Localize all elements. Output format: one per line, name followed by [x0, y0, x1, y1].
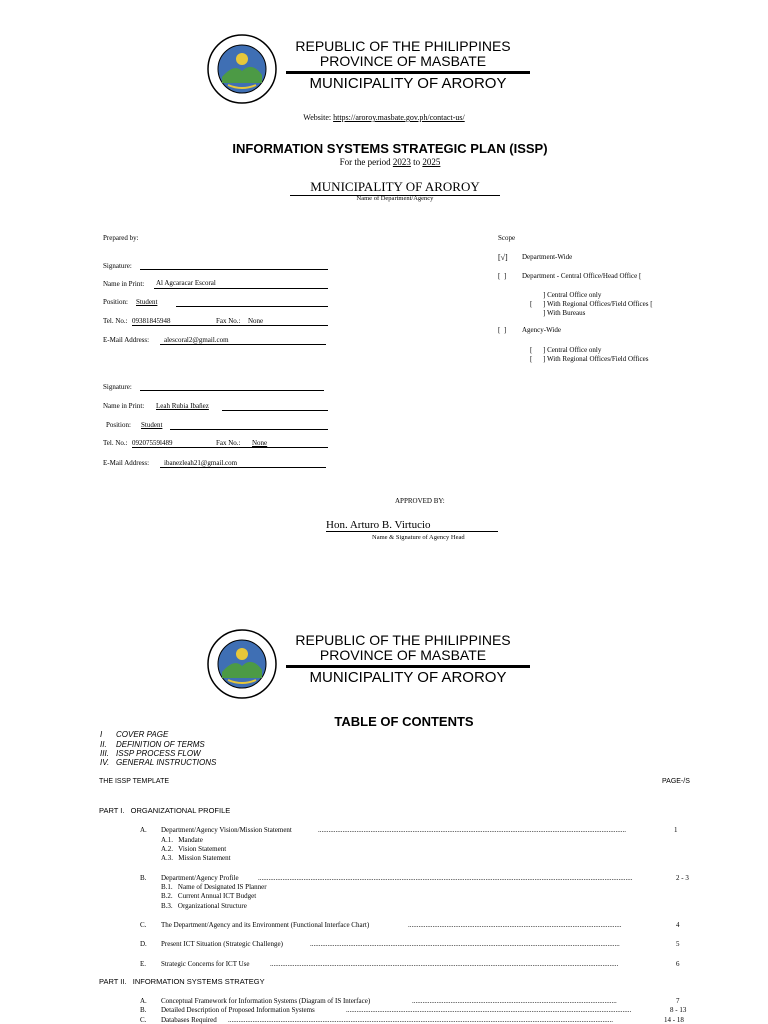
toc-entry-letter: E. — [140, 960, 147, 968]
email-value: ibanezleah21@gmail.com — [164, 459, 238, 467]
toc-entry-page: 1 — [674, 826, 678, 834]
prepared-by-label: Prepared by: — [103, 234, 139, 242]
toc-entry-text: Conceptual Framework for Information Systems (Diagram of IS Interface) — [161, 997, 371, 1005]
position-value: Student — [141, 421, 163, 429]
toc-sub-item: A.3. Mission Statement — [161, 854, 231, 862]
header-line-municipality: MUNICIPALITY OF AROROY — [309, 669, 507, 686]
toc-entry-letter: B. — [140, 1006, 147, 1014]
toc-entry-text: Department/Agency Profile — [161, 874, 239, 882]
toc-entry-letter: A. — [140, 997, 147, 1005]
toc-leader: ................................................................................................................................................................................. — [310, 940, 620, 948]
period-line — [0, 157, 768, 167]
agency-regional-label: ] With Regional Offices/Field Offices — [543, 355, 649, 363]
toc-prelim-num: IV. — [100, 758, 110, 767]
toc-sub-item: A.1. Mandate — [161, 836, 203, 844]
toc-prelim-num: III. — [100, 749, 109, 758]
municipal-seal-icon — [206, 628, 278, 700]
signature-line[interactable] — [140, 269, 328, 270]
email-label: E-Mail Address: — [103, 459, 150, 467]
with-regional-label: ] With Regional Offices/Field Offices [ — [543, 300, 653, 308]
position-label: Position: — [103, 298, 128, 306]
document-title: INFORMATION SYSTEMS STRATEGIC PLAN (ISSP) — [232, 141, 548, 156]
agency-regional-checkbox[interactable]: [ — [530, 355, 533, 363]
toc-sub-item: A.2. Vision Statement — [161, 845, 227, 853]
name-label: Name in Print: — [103, 402, 145, 410]
central-office-checkbox[interactable]: [ ] — [498, 272, 507, 280]
scope-label: Scope — [498, 234, 516, 242]
toc-entry-text: Present ICT Situation (Strategic Challenge) — [161, 940, 283, 948]
agency-head-name: Hon. Arturo B. Virtucio — [326, 519, 498, 532]
name-value: Al Agcaracar Escoral — [156, 279, 216, 287]
toc-entry-letter: B. — [140, 874, 147, 882]
header-line-province: PROVINCE OF MASBATE — [319, 53, 487, 69]
toc-entry-page: 4 — [676, 921, 680, 929]
email-value: alescoral2@gmail.com — [164, 336, 229, 344]
toc-entry-text: The Department/Agency and its Environment (Functional Interface Chart) — [161, 921, 370, 929]
agency-central-checkbox[interactable]: [ — [530, 346, 533, 354]
tel-fax-line — [132, 447, 328, 448]
website-link[interactable]: https://aroroy.masbate.gov.ph/contact-us/ — [333, 113, 465, 122]
position-line — [170, 429, 328, 430]
agency-central-label: ] Central Office only — [543, 346, 602, 354]
central-office-label: Department - Central Office/Head Office [ — [522, 272, 642, 280]
header-line-republic: REPUBLIC OF THE PHILIPPINES — [295, 38, 511, 54]
with-bureaus[interactable]: ] With Bureaus — [543, 309, 586, 317]
toc-page-label: PAGE-/S — [662, 778, 690, 785]
toc-sub-item: B.1. Name of Designated IS Planner — [161, 883, 267, 891]
agency-head-caption: Name & Signature of Agency Head — [372, 534, 465, 541]
toc-entry-letter: C. — [140, 1016, 147, 1024]
central-office-only[interactable]: ] Central Office only — [543, 291, 602, 299]
dept-wide-checkbox[interactable]: [√] — [498, 253, 508, 262]
toc-prelim-item[interactable]: GENERAL INSTRUCTIONS — [116, 758, 217, 767]
toc-part-2: PART II. INFORMATION SYSTEMS STRATEGY — [99, 977, 265, 986]
tel-label: Tel. No.: — [103, 439, 128, 447]
toc-entry-page: 14 - 18 — [664, 1016, 684, 1024]
name-value: Leah Rubia Ibañez — [156, 402, 209, 410]
toc-entry-letter: D. — [140, 940, 147, 948]
period-start: 2023 — [392, 157, 411, 167]
period-mid: to — [413, 157, 421, 167]
toc-title: TABLE OF CONTENTS — [334, 714, 474, 729]
dept-wide-label: Department-Wide — [522, 253, 573, 261]
email-line — [160, 467, 326, 468]
tel-label: Tel. No.: — [103, 317, 128, 325]
toc-leader: ....................................................................................................................................................................................................... — [270, 960, 619, 968]
toc-sub-item: B.2. Current Annual ICT Budget — [161, 892, 257, 900]
agency-caption: Name of Department/Agency — [356, 195, 434, 202]
name-line — [222, 410, 328, 411]
fax-value: None — [248, 317, 264, 325]
toc-prelim-item[interactable]: DEFINITION OF TERMS — [116, 740, 205, 749]
toc-leader: ................................................................................................................................................................................ — [318, 826, 626, 834]
fax-value: None — [252, 439, 268, 447]
toc-entry-page: 5 — [676, 940, 680, 948]
name-line — [154, 288, 328, 289]
toc-leader: ............................................................................................................................................................................................................................ — [228, 1016, 613, 1024]
signature-line[interactable] — [140, 390, 324, 391]
approved-by-label: APPROVED BY: — [395, 497, 445, 505]
header-line-municipality: MUNICIPALITY OF AROROY — [309, 75, 507, 92]
tel-value: 09207559l489 — [132, 439, 173, 447]
toc-prelim-num: I — [100, 730, 103, 739]
toc-leader: .......................................................................................................................... — [408, 921, 622, 929]
toc-entry-page: 2 - 3 — [676, 874, 689, 882]
with-regional-checkbox[interactable]: [ — [530, 300, 533, 308]
header-rule — [286, 71, 530, 74]
agency-wide-label: Agency-Wide — [522, 326, 561, 334]
name-label: Name in Print: — [103, 280, 145, 288]
signature-label: Signature: — [103, 383, 132, 391]
toc-part-1: PART I. ORGANIZATIONAL PROFILE — [99, 806, 231, 815]
toc-entry-text: Department/Agency Vision/Mission Statement — [161, 826, 292, 834]
header-rule — [286, 665, 530, 668]
position-value: Student — [136, 298, 158, 306]
header-line-province: PROVINCE OF MASBATE — [319, 647, 487, 663]
toc-entry-text: Databases Required — [161, 1016, 217, 1024]
toc-leader: ................................................................................................................................................................... — [346, 1006, 632, 1014]
toc-leader: ..................................................................................................................... — [412, 997, 617, 1005]
toc-entry-text: Strategic Concerns for ICT Use — [161, 960, 250, 968]
position-label: Position: — [106, 421, 131, 429]
website-line — [0, 113, 768, 122]
website-label: Website: — [303, 113, 332, 122]
toc-entry-page: 7 — [676, 997, 680, 1005]
toc-prelim-num: II. — [100, 740, 107, 749]
fax-label: Fax No.: — [216, 439, 241, 447]
email-line — [160, 344, 326, 345]
agency-name: MUNICIPALITY OF AROROY — [290, 179, 500, 196]
toc-leader: ...................................................................................................................................................................................................................... — [258, 874, 633, 882]
tel-fax-line — [132, 325, 328, 326]
tel-value: 09381845948 — [132, 317, 171, 325]
signature-label: Signature: — [103, 262, 132, 270]
toc-template-label: THE ISSP TEMPLATE — [99, 778, 170, 785]
period-end: 2025 — [422, 157, 441, 167]
toc-entry-text: Detailed Description of Proposed Information Systems — [161, 1006, 315, 1014]
agency-wide-checkbox[interactable]: [ ] — [498, 326, 507, 334]
toc-entry-page: 6 — [676, 960, 680, 968]
toc-prelim-item[interactable]: ISSP PROCESS FLOW — [116, 749, 201, 758]
period-prefix: For the period — [339, 157, 391, 167]
toc-entry-letter: C. — [140, 921, 147, 929]
header-line-republic: REPUBLIC OF THE PHILIPPINES — [295, 632, 511, 648]
toc-sub-item: B.3. Organizational Structure — [161, 902, 247, 910]
toc-entry-page: 8 - 13 — [670, 1006, 687, 1014]
email-label: E-Mail Address: — [103, 336, 150, 344]
municipal-seal-icon — [206, 33, 278, 105]
toc-entry-letter: A. — [140, 826, 147, 834]
toc-prelim-item[interactable]: COVER PAGE — [116, 730, 169, 739]
position-line — [176, 306, 328, 307]
fax-label: Fax No.: — [216, 317, 241, 325]
